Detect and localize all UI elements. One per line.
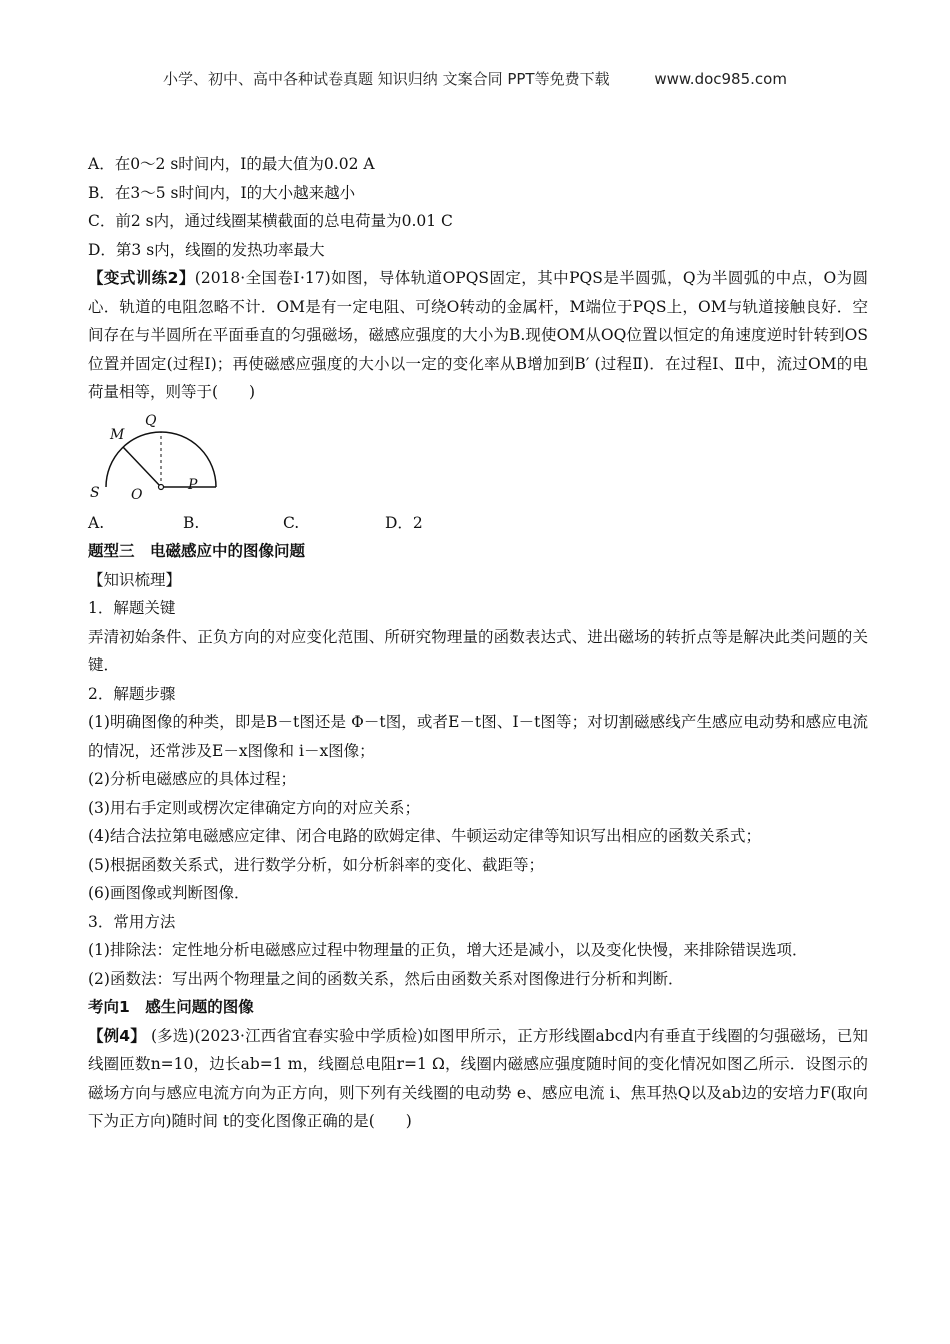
page-header [0,68,950,89]
q1-option-c: C．前2 s内，通过线圈某横截面的总电荷量为0.01 C [88,212,453,230]
heading-steps: 2．解题步骤 [88,684,176,703]
step-2: (2)分析电磁感应的具体过程； [88,770,296,788]
semicircle-figure [88,409,868,509]
variant2-options [88,509,868,538]
example4-text: (多选)(2023·江西省宜春实验中学质检)如图甲所示，正方形线圈abcd内有垂直于线圈的匀强磁场，已知线圈匝数n=10，边长ab=1 m，线圈总电阻r=1 Ω，线圈内磁感应强度随时间的变化情况如图乙所示．设图示的磁场方向与感应电流方向为正方向，则下列有关线圈的电动势 e、感应电流 i、焦耳热Q以及ab边的安培力F(取向下为正方向)随时间 t的变化图像正确的是( ) [88,1026,868,1130]
header-text: 小学、初中、高中各种试卷真题 知识归纳 文案合同 PPT等免费下载 [163,70,610,88]
v2-option-a: A. [88,513,105,532]
step-4: (4)结合法拉第电磁感应定律、闭合电路的欧姆定律、牛顿运动定律等知识写出相应的函数关系式； [88,827,761,845]
step-1: (1)明确图像的种类，即是B－t图还是 Φ－t图，或者E－t图、I－t图等；对切割磁感线产生感应电动势和感应电流的情况，还常涉及E－x图像和 i－x图像； [88,713,868,760]
v2-option-d: D．2 [385,513,423,532]
q1-option-b: B．在3～5 s时间内，I的大小越来越小 [88,183,356,202]
label-p: P [188,476,198,493]
center-o [159,484,164,489]
document-body [88,150,868,1136]
semicircle-diagram [88,409,238,509]
heading-key: 1．解题关键 [88,599,176,617]
variant2-label: 【变式训练2】 [88,269,195,287]
step-6: (6)画图像或判断图像． [88,884,250,902]
variant-training-2 [88,264,868,407]
example4-label: 【例4】 [88,1026,146,1045]
example-4 [88,1022,868,1136]
label-s: S [90,484,100,501]
rod-om [123,447,161,487]
label-m: M [110,426,125,443]
variant2-text: (2018·全国卷Ⅰ·17)如图，导体轨道OPQS固定，其中PQS是半圆弧，Q为半圆弧的中点，O为圆心．轨道的电阻忽略不计．OM是有一定电阻、可绕O转动的金属杆，M端位于PQS上，OM与轨道接触良好．空间存在与半圆所在平面垂直的匀强磁场，磁感应强度的大小为B.现使OM从OQ位置以恒定的角速度逆时针转到OS位置并固定(过程Ⅰ)；再使磁感应强度的大小以一定的变化率从B增加到B′ (过程Ⅱ)．在过程Ⅰ、Ⅱ中，流过OM的电荷量相等，则等于( ) [88,269,869,401]
section-title: 题型三 电磁感应中的图像问题 [88,542,306,560]
q1-option-d: D．第3 s内，线圈的发热功率最大 [88,240,325,259]
step-3: (3)用右手定则或楞次定律确定方向的对应关系； [88,798,420,817]
direction-1-title: 考向1 感生问题的图像 [88,998,254,1016]
heading-methods: 3．常用方法 [88,912,176,931]
para-key: 弄清初始条件、正负方向的对应变化范围、所研究物理量的函数表达式、进出磁场的转折点等是解决此类问题的关键． [88,627,868,674]
q1-option-a: A．在0～2 s时间内，I的最大值为0.02 A [88,155,375,173]
method-1: (1)排除法：定性地分析电磁感应过程中物理量的正负，增大还是减小，以及变化快慢，来排除错误选项． [88,941,808,959]
v2-option-b: B. [183,513,200,532]
label-o: O [131,486,143,503]
label-q: Q [145,412,157,429]
v2-option-c: C. [283,513,300,532]
header-site[interactable]: www.doc985.com [654,70,787,88]
step-5: (5)根据函数关系式，进行数学分析，如分析斜率的变化、截距等； [88,855,544,874]
knowledge-label: 【知识梳理】 [88,570,182,589]
method-2: (2)函数法：写出两个物理量之间的函数关系，然后由函数关系对图像进行分析和判断． [88,969,684,988]
